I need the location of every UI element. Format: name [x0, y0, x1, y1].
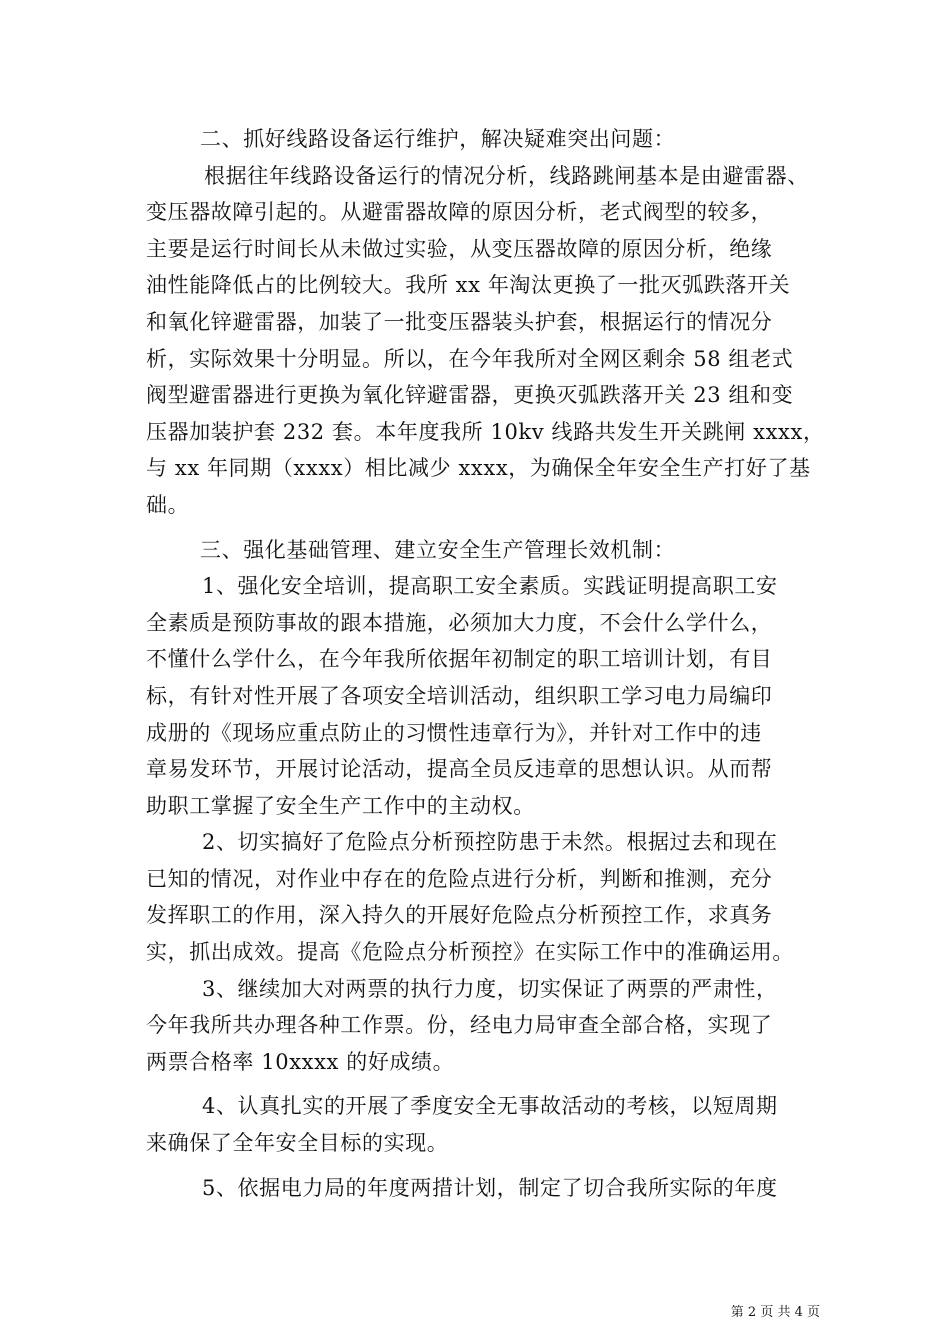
paragraph-line: 础。	[146, 492, 190, 517]
list-item-3-line: 3、继续加大对两票的执行力度，切实保证了两票的严肃性，	[202, 976, 778, 1001]
list-item-5-line: 5、依据电力局的年度两措计划，制定了切合我所实际的年度	[202, 1175, 778, 1200]
paragraph-line: 今年我所共办理各种工作票。份，经电力局审查全部合格，实现了	[146, 1013, 773, 1038]
paragraph-line: 阀型避雷器进行更换为氧化锌避雷器，更换灭弧跌落开关 23 组和变	[146, 383, 794, 408]
document-body	[146, 121, 826, 1206]
paragraph-line: 与 xx 年同期（xxxx）相比减少 xxxx，为确保全年安全生产打好了基	[146, 456, 811, 481]
paragraph-line: 标，有针对性开展了各项安全培训活动，组织职工学习电力局编印	[146, 683, 773, 708]
paragraph-line: 助职工掌握了安全生产工作中的主动权。	[146, 793, 535, 818]
paragraph-line: 油性能降低占的比例较大。我所 xx 年淘汰更换了一批灭弧跌落开关	[146, 273, 791, 298]
paragraph-line: 发挥职工的作用，深入持久的开展好危险点分析预控工作，求真务	[146, 903, 773, 928]
paragraph-line: 主要是运行时间长从未做过实验，从变压器故障的原因分析，绝缘	[146, 236, 773, 261]
paragraph-line: 来确保了全年安全目标的实现。	[146, 1131, 449, 1156]
paragraph-line: 变压器故障引起的。从避雷器故障的原因分析，老式阀型的较多，	[146, 200, 773, 225]
paragraph-line: 和氧化锌避雷器，加装了一批变压器装头护套，根据运行的情况分	[146, 309, 773, 334]
section-heading-2: 二、抓好线路设备运行维护，解决疑难突出问题：	[200, 127, 676, 151]
list-item-2-line: 2、切实搞好了危险点分析预控防患于未然。根据过去和现在	[202, 830, 778, 855]
list-item-4-line: 4、认真扎实的开展了季度安全无事故活动的考核，以短周期	[202, 1094, 778, 1119]
paragraph-line: 析，实际效果十分明显。所以，在今年我所对全网区剩余 58 组老式	[146, 346, 794, 371]
section-heading-3: 三、强化基础管理、建立安全生产管理长效机制：	[200, 537, 676, 562]
paragraph-line: 成册的《现场应重点防止的习惯性违章行为》，并针对工作中的违	[146, 720, 762, 745]
paragraph-line: 压器加装护套 232 套。本年度我所 10kv 线路共发生开关跳闸 xxxx，	[146, 419, 825, 444]
paragraph-line: 根据往年线路设备运行的情况分析，线路跳闸基本是由避雷器、	[204, 163, 809, 188]
paragraph-line: 全素质是预防事故的跟本措施，必须加大力度，不会什么学什么，	[146, 610, 773, 635]
page-number: 第 2 页 共 4 页	[730, 1305, 820, 1320]
paragraph-line: 不懂什么学什么，在今年我所依据年初制定的职工培训计划，有目	[146, 647, 773, 672]
paragraph-line: 两票合格率 10xxxx 的好成绩。	[146, 1049, 455, 1074]
paragraph-line: 已知的情况，对作业中存在的危险点进行分析，判断和推测，充分	[146, 866, 773, 891]
paragraph-line: 章易发环节，开展讨论活动，提高全员反违章的思想认识。从而帮	[146, 757, 773, 782]
list-item-1-line: 1、强化安全培训，提高职工安全素质。实践证明提高职工安	[202, 574, 778, 599]
paragraph-line: 实，抓出成效。提高《危险点分析预控》在实际工作中的准确运用。	[146, 940, 794, 965]
